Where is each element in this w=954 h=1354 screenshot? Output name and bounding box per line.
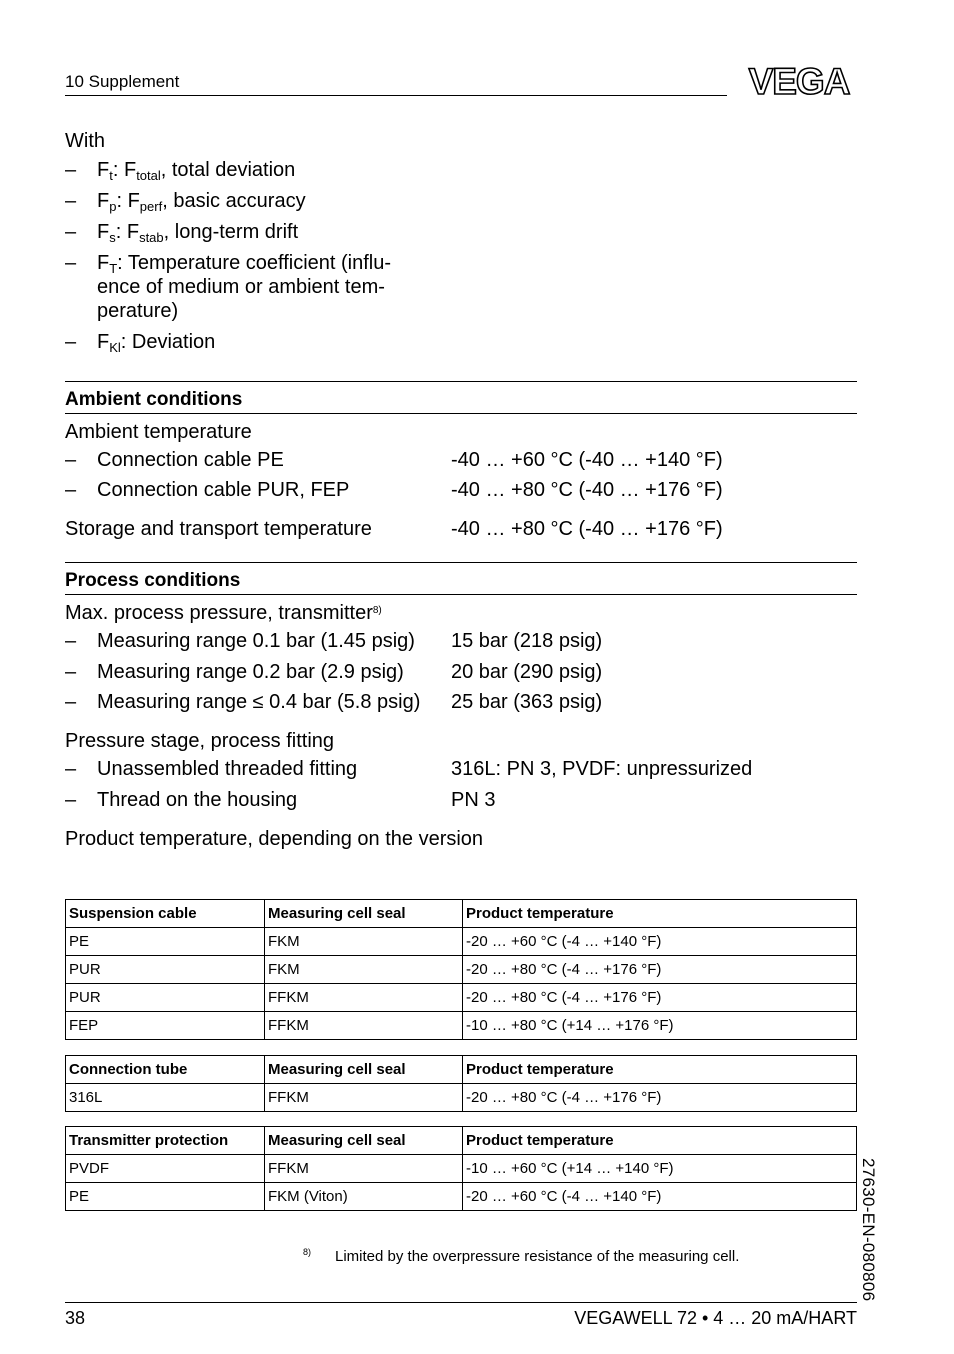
table-row <box>66 1012 857 1040</box>
table-row <box>66 928 857 956</box>
table-cell: FEP <box>66 1012 265 1040</box>
table-cell: FKM <box>265 956 463 984</box>
table-transmitter-protection <box>65 1126 857 1211</box>
table-header-cell: Measuring cell seal <box>265 1127 463 1155</box>
document-number: 27630-EN-080806 <box>859 1158 878 1302</box>
table-cell: -20 … +80 °C (-4 … +176 °F) <box>463 1084 857 1112</box>
table-cell: PUR <box>66 984 265 1012</box>
ambient-section-title: Ambient conditions <box>65 389 243 410</box>
table-cell: -20 … +60 °C (-4 … +140 °F) <box>463 1183 857 1211</box>
table-cell: PE <box>66 928 265 956</box>
table-cell: PE <box>66 1183 265 1211</box>
table-cell: -20 … +80 °C (-4 … +176 °F) <box>463 984 857 1012</box>
table-connection-tube <box>65 1055 857 1112</box>
table-header-cell: Product temperature <box>463 1056 857 1084</box>
footnote-number: 8) <box>303 1247 312 1257</box>
table-cell: -10 … +60 °C (+14 … +140 °F) <box>463 1155 857 1183</box>
logo-lettering: VEGA <box>748 64 850 98</box>
with-intro: With <box>65 130 105 152</box>
footnote-text: Limited by the overpressure resistance of the measuring cell. <box>335 1248 740 1265</box>
table-header-cell: Measuring cell seal <box>265 1056 463 1084</box>
table-header-cell: Measuring cell seal <box>265 900 463 928</box>
table-header-cell: Product temperature <box>463 900 857 928</box>
table-header-row <box>66 1056 857 1084</box>
table-cell: -20 … +80 °C (-4 … +176 °F) <box>463 956 857 984</box>
table-header-row <box>66 1127 857 1155</box>
table-suspension-cable <box>65 899 857 1040</box>
ambient-rule-top <box>65 381 857 382</box>
table-cell: FFKM <box>265 984 463 1012</box>
table-row <box>66 1155 857 1183</box>
pressure-label: Max. process pressure, transmitter$^{8)}$ <box>65 602 382 624</box>
ambient-rule-bottom <box>65 413 857 414</box>
footnote-ref: 8) <box>372 605 382 616</box>
header-rule <box>65 95 727 96</box>
deviation-item-temp: – $F_T$: Temperature coefficient (influ- ence of medium or ambient tem- perature) <box>65 252 392 322</box>
table-cell: FFKM <box>265 1084 463 1112</box>
table-cell: -20 … +60 °C (-4 … +140 °F) <box>463 928 857 956</box>
table-header-cell: Transmitter protection <box>66 1127 265 1155</box>
table-cell: -10 … +80 °C (+14 … +176 °F) <box>463 1012 857 1040</box>
table-header-row <box>66 900 857 928</box>
table-cell: FFKM <box>265 1012 463 1040</box>
table-cell: FKM <box>265 928 463 956</box>
process-rule-bottom <box>65 594 857 595</box>
process-rule-top <box>65 562 857 563</box>
pressure-stage-label: Pressure stage, process fitting <box>65 730 335 752</box>
product-name: VEGAWELL 72 • 4 … 20 mA/HART <box>574 1308 857 1328</box>
vega-logo <box>740 64 858 98</box>
table-cell: FKM (Viton) <box>265 1183 463 1211</box>
product-temp-label: Product temperature, depending on the version <box>65 828 484 850</box>
table-header-cell: Product temperature <box>463 1127 857 1155</box>
footer-rule <box>65 1302 857 1303</box>
table-cell: FFKM <box>265 1155 463 1183</box>
ambient-temp-label: Ambient temperature <box>65 421 252 443</box>
table-cell: PVDF <box>66 1155 265 1183</box>
table-header-cell: Suspension cable <box>66 900 265 928</box>
table-cell: PUR <box>66 956 265 984</box>
table-cell: 316L <box>66 1084 265 1112</box>
table-row <box>66 984 857 1012</box>
page-number: 38 <box>65 1308 86 1328</box>
table-row <box>66 1183 857 1211</box>
process-section-title: Process conditions <box>65 570 241 591</box>
table-header-cell: Connection tube <box>66 1056 265 1084</box>
header-section-label: 10 Supplement <box>65 72 180 91</box>
table-row <box>66 956 857 984</box>
table-row <box>66 1084 857 1112</box>
